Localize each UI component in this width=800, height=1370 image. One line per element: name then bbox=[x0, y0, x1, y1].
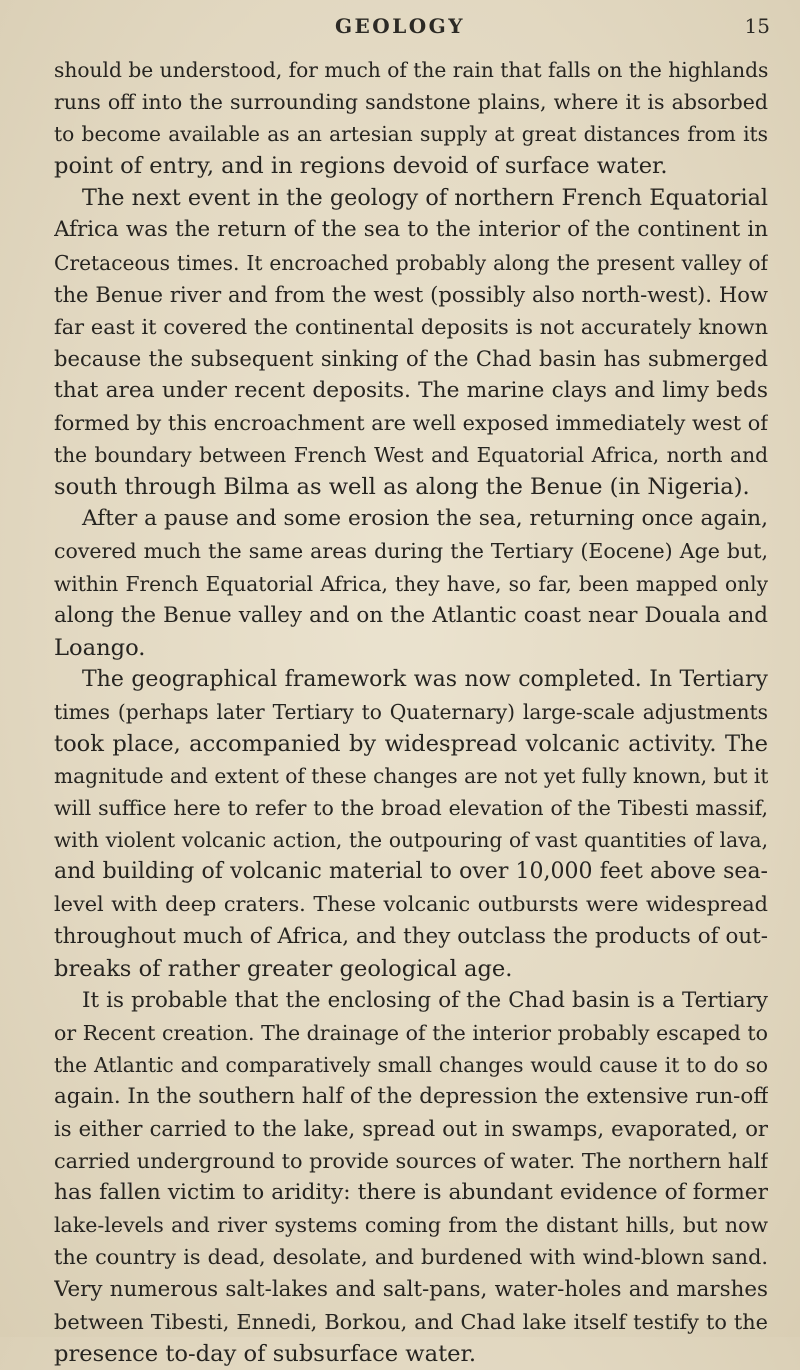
text-line: Cretaceous times. It encroached probably along the present valley of bbox=[54, 250, 768, 275]
text-line: the boundary between French West and Equatorial Africa, north and bbox=[54, 443, 768, 468]
running-head: GEOLOGY bbox=[334, 14, 466, 38]
text-line: It is probable that the enclosing of the Chad basin is a Tertiary bbox=[82, 987, 768, 1013]
text-line: magnitude and extent of these changes are not yet fully known, but it bbox=[54, 764, 768, 789]
page-header bbox=[0, 14, 800, 44]
text-line: or Recent creation. The drainage of the interior probably escaped to bbox=[54, 1020, 768, 1045]
text-line: Africa was the return of the sea to the interior of the continent in bbox=[54, 217, 768, 243]
text-line: After a pause and some erosion the sea, returning once again, bbox=[82, 506, 768, 532]
text-line: took place, accompanied by widespread volcanic activity. The bbox=[54, 730, 768, 757]
text-line: point of entry, and in regions devoid of surface water. bbox=[54, 153, 668, 180]
text-line: Very numerous salt-lakes and salt-pans, water-holes and marshes bbox=[54, 1276, 768, 1302]
text-line: carried underground to provide sources of water. The northern half bbox=[54, 1149, 768, 1174]
text-line: the Atlantic and comparatively small changes would cause it to do so bbox=[54, 1052, 768, 1077]
text-line: between Tibesti, Ennedi, Borkou, and Chad lake itself testify to the bbox=[54, 1309, 768, 1334]
text-line: and building of volcanic material to over 10,000 feet above sea- bbox=[54, 859, 768, 885]
text-line: has fallen victim to aridity: there is abundant evidence of former bbox=[54, 1180, 768, 1206]
text-line: runs off into the surrounding sandstone plains, where it is absorbed bbox=[54, 90, 768, 115]
text-line: along the Benue valley and on the Atlantic coast near Douala and bbox=[54, 602, 768, 628]
text-line: that area under recent deposits. The marine clays and limy beds bbox=[54, 377, 768, 403]
text-line: The next event in the geology of northern French Equatorial bbox=[82, 185, 768, 212]
text-line: times (perhaps later Tertiary to Quaternary) large-scale adjustments bbox=[54, 699, 768, 724]
text-line: level with deep craters. These volcanic outbursts were widespread bbox=[54, 892, 768, 917]
text-line: Loango. bbox=[54, 634, 146, 661]
text-line: presence to-day of subsurface water. bbox=[54, 1340, 477, 1367]
text-line: the country is dead, desolate, and burdened with wind-blown sand. bbox=[54, 1245, 768, 1270]
text-line: breaks of rather greater geological age. bbox=[54, 955, 513, 982]
text-line: again. In the southern half of the depression the extensive run-off bbox=[54, 1084, 768, 1109]
text-line: the Benue river and from the west (possibly also north-west). How bbox=[54, 281, 768, 307]
text-line: lake-levels and river systems coming from the distant hills, but now bbox=[54, 1213, 768, 1238]
text-line: far east it covered the continental deposits is not accurately known bbox=[54, 314, 768, 339]
text-line: The geographical framework was now completed. In Tertiary bbox=[82, 666, 768, 692]
text-line: throughout much of Africa, and they outclass the products of out- bbox=[54, 923, 768, 949]
text-line: south through Bilma as well as along the Benue (in Nigeria). bbox=[54, 474, 750, 501]
text-line: formed by this encroachment are well exposed immediately west of bbox=[54, 411, 768, 436]
page-number: 15 bbox=[744, 14, 770, 38]
text-line: should be understood, for much of the rain that falls on the highlands bbox=[54, 58, 768, 82]
text-line: covered much the same areas during the Tertiary (Eocene) Age but, bbox=[54, 539, 768, 564]
text-line: is either carried to the lake, spread out in swamps, evaporated, or bbox=[54, 1116, 768, 1142]
text-line: will suffice here to refer to the broad elevation of the Tibesti massif, bbox=[54, 796, 768, 821]
text-line: because the subsequent sinking of the Chad basin has submerged bbox=[54, 345, 768, 371]
text-line: with violent volcanic action, the outpouring of vast quantities of lava, bbox=[54, 828, 768, 853]
body-text bbox=[54, 54, 768, 1370]
text-line: within French Equatorial Africa, they have, so far, been mapped only bbox=[54, 571, 768, 596]
text-line: to become available as an artesian supply at great distances from its bbox=[54, 122, 768, 147]
